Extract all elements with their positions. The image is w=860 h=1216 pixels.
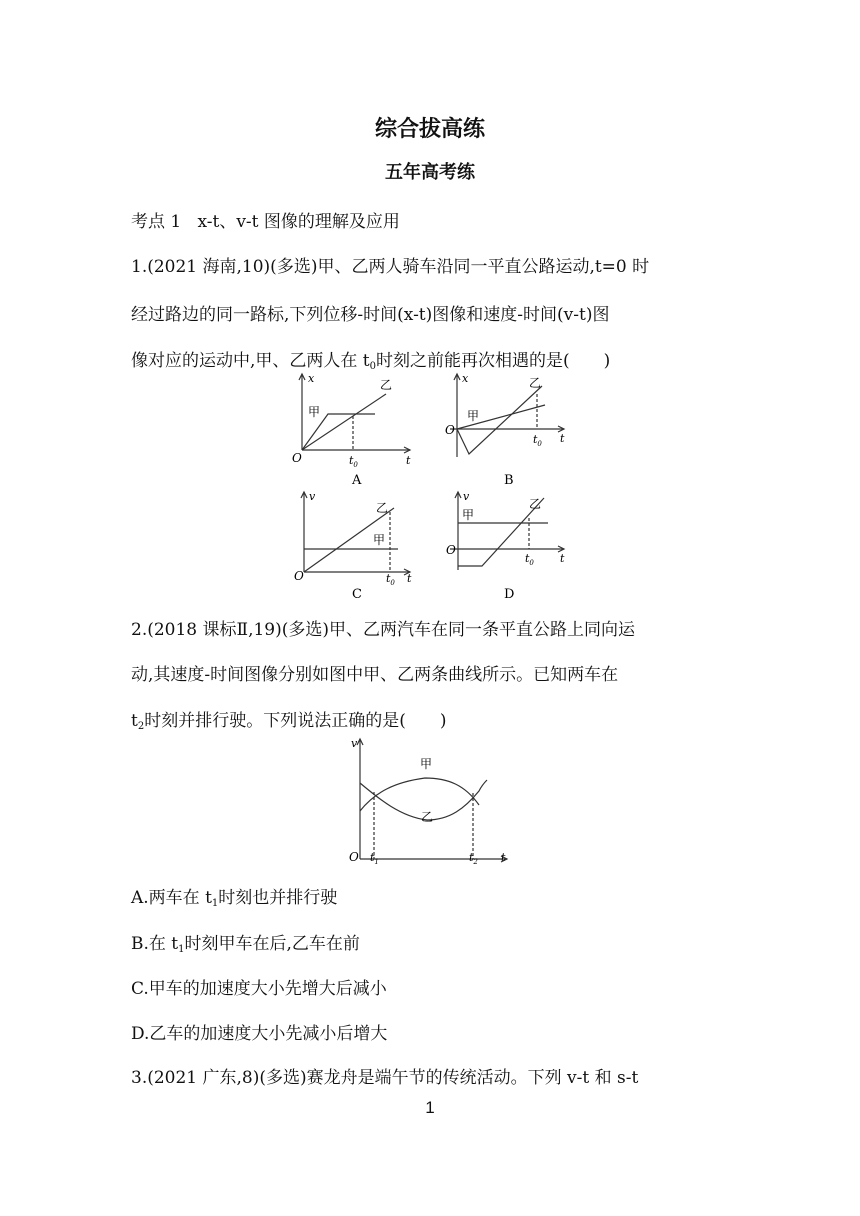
q1-line-2: 经过路边的同一路标,下列位移-时间(x-t)图像和速度-时间(v-t)图 bbox=[131, 305, 610, 325]
figure-c-origin: O bbox=[294, 569, 304, 583]
figure-d bbox=[442, 490, 572, 602]
figure-d-t-label: t bbox=[560, 552, 565, 565]
q2-figure-yi-label: 乙 bbox=[421, 810, 434, 824]
figure-b-yi-label: 乙 bbox=[529, 376, 542, 390]
figure-a-letter: A bbox=[352, 473, 362, 488]
figure-b-y-label: x bbox=[462, 372, 469, 385]
page-number: 1 bbox=[425, 1098, 435, 1117]
q2-line-3: $t_2$时刻并排行驶。下列说法正确的是( ) bbox=[131, 711, 447, 732]
q2-figure-jia-label: 甲 bbox=[420, 757, 433, 771]
figure-b-t-label: t bbox=[560, 432, 565, 445]
figure-a-t0-label: $t_0$ bbox=[349, 454, 358, 469]
figure-c-yi-label: 乙 bbox=[376, 501, 389, 515]
q3-line-1: 3.(2021 广东,8)(多选)赛龙舟是端午节的传统活动。下列 v-t 和 s-t bbox=[131, 1068, 639, 1088]
q2-figure-t-label: t bbox=[501, 851, 506, 864]
q2-figure bbox=[345, 735, 515, 870]
figure-d-y-label: v bbox=[463, 490, 470, 503]
figure-b-t0-label: $t_0$ bbox=[533, 433, 542, 448]
q2-figure-y-label: v bbox=[351, 737, 358, 750]
figure-a-yi-label: 乙 bbox=[380, 378, 393, 392]
figure-d-origin: O bbox=[446, 543, 456, 557]
q2-line-1: 2.(2018 课标Ⅱ,19)(多选)甲、乙两汽车在同一条平直公路上同向运 bbox=[131, 620, 636, 640]
figure-a bbox=[290, 372, 420, 490]
q2-figure-t2-label: $t_2$ bbox=[469, 851, 478, 866]
q2-line-2: 动,其速度-时间图像分别如图中甲、乙两条曲线所示。已知两车在 bbox=[131, 665, 619, 685]
figure-d-yi-label: 乙 bbox=[529, 497, 542, 511]
q2-option-d: D.乙车的加速度大小先减小后增大 bbox=[131, 1024, 388, 1044]
q2-figure-t1-label: $t_1$ bbox=[370, 851, 379, 866]
section-topic: x-t、v-t 图像的理解及应用 bbox=[197, 212, 400, 232]
figure-a-origin: O bbox=[292, 451, 302, 465]
q2-option-b: B.在 $t_1$时刻甲车在后,乙车在前 bbox=[131, 934, 360, 955]
section-heading bbox=[131, 207, 400, 232]
figure-c bbox=[290, 490, 420, 602]
figure-a-y-label: x bbox=[308, 372, 315, 385]
figure-b-jia-label: 甲 bbox=[467, 409, 480, 423]
q1-line-3: 像对应的运动中,甲、乙两人在 $t_0$时刻之前能再次相遇的是( ) bbox=[131, 351, 611, 372]
figure-a-yi-line bbox=[302, 394, 386, 450]
q2-option-a: A.两车在 $t_1$时刻也并排行驶 bbox=[131, 888, 338, 909]
section-label: 考点 1 bbox=[131, 212, 182, 232]
figure-c-t0-label: $t_0$ bbox=[386, 572, 395, 587]
page-subtitle: 五年高考练 bbox=[385, 162, 475, 183]
q1-line-1: 1.(2021 海南,10)(多选)甲、乙两人骑车沿同一平直公路运动,t=0 时 bbox=[131, 257, 650, 277]
figure-c-letter: C bbox=[352, 587, 362, 602]
q2-figure-origin: O bbox=[349, 850, 359, 864]
figure-a-jia-line bbox=[302, 414, 375, 450]
figure-d-jia-label: 甲 bbox=[462, 508, 475, 522]
figure-b-letter: B bbox=[504, 473, 514, 488]
q2-option-c: C.甲车的加速度大小先增大后减小 bbox=[131, 979, 387, 999]
figure-c-y-label: v bbox=[309, 490, 316, 503]
figure-a-jia-label: 甲 bbox=[308, 405, 321, 419]
page-title: 综合拔高练 bbox=[374, 117, 485, 142]
figure-d-letter: D bbox=[504, 587, 515, 602]
figure-d-t0-label: $t_0$ bbox=[525, 552, 534, 567]
q2-figure-jia-curve bbox=[360, 778, 479, 811]
figure-c-jia-label: 甲 bbox=[373, 533, 386, 547]
figure-a-t-label: t bbox=[406, 454, 411, 467]
figure-b-origin: O bbox=[445, 423, 455, 437]
figure-b bbox=[442, 372, 572, 490]
figure-c-t-label: t bbox=[407, 572, 412, 585]
